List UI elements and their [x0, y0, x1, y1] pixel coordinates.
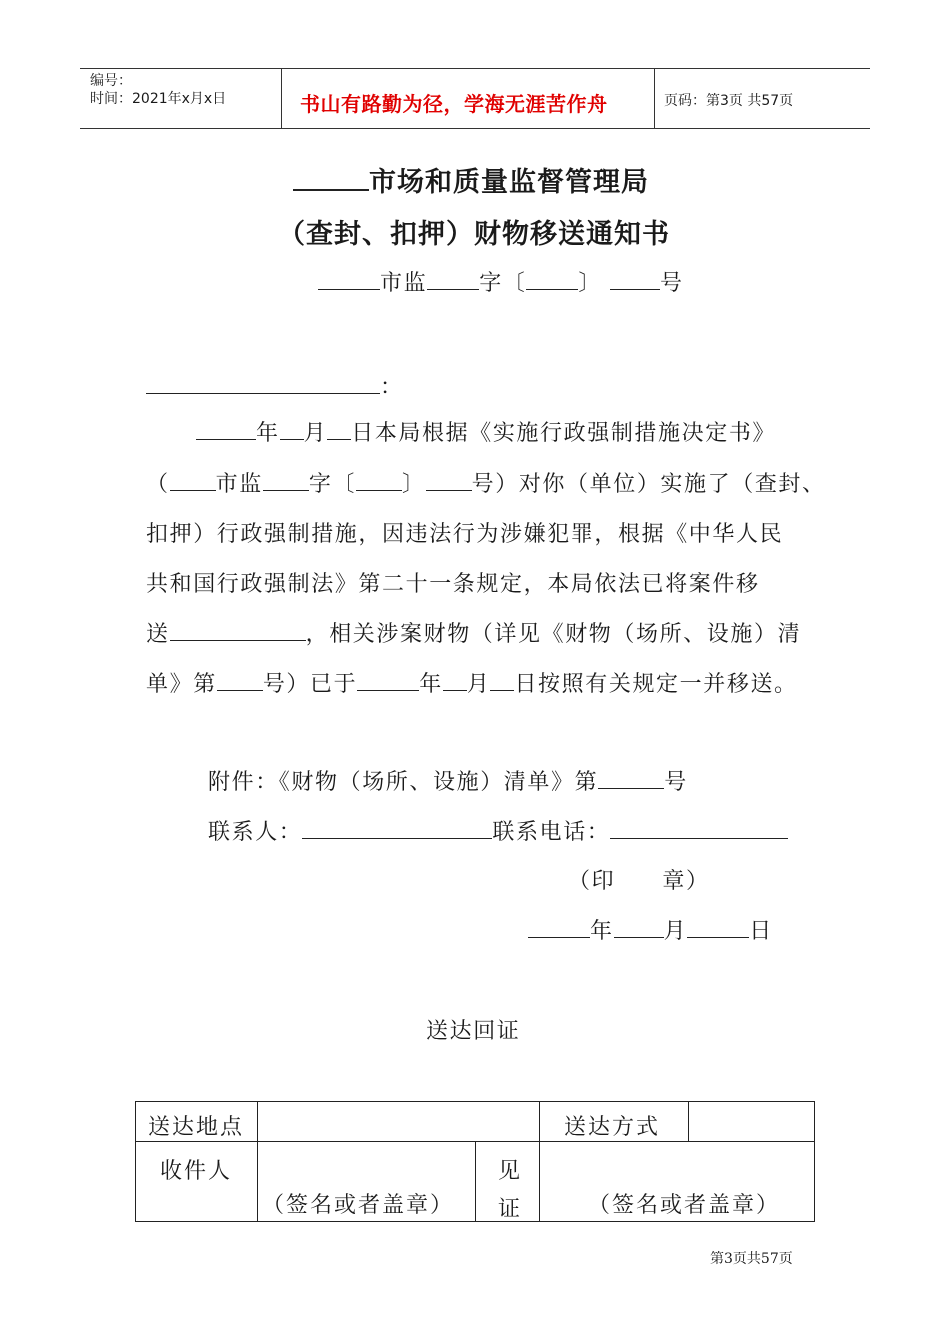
blank-line: [280, 419, 304, 440]
title-org: 市场和质量监督管理局: [369, 167, 649, 198]
time-label: 时间：2021年x月x日: [90, 91, 227, 107]
blank-line: [528, 917, 590, 938]
blank-line: [170, 470, 216, 491]
issue-date: 年 月 日: [528, 914, 773, 945]
table-column-divider: [688, 1102, 689, 1141]
table-column-divider: [257, 1102, 258, 1221]
paragraph-line: （ 市监 字〔 〕 号）对你（单位）实施了（查封、: [146, 472, 826, 497]
paragraph-line: 送 ，相关涉案财物（详见《财物（场所、设施）清: [146, 622, 802, 647]
contact-phone-field: [610, 818, 788, 839]
receipt-table: [135, 1101, 815, 1222]
contact-line: 联系人： 联系电话：: [208, 815, 788, 846]
page-footer: 第3页共57页: [710, 1251, 793, 1267]
page-title: [293, 160, 649, 199]
blank-line: [526, 269, 578, 290]
delivery-method-label: 送达方式: [564, 1115, 661, 1140]
blank-line: [263, 470, 309, 491]
header-bottom-rule: [80, 128, 870, 129]
blank-line: [293, 163, 369, 191]
blank-line: [327, 419, 351, 440]
table-column-divider: [475, 1141, 476, 1221]
blank-line: [598, 768, 664, 789]
receipt-title: 送达回证: [426, 1019, 521, 1044]
blank-line: [610, 269, 660, 290]
header-top-rule: [80, 68, 870, 69]
blank-line: [196, 419, 256, 440]
serial-label: 编号：: [90, 73, 132, 89]
header-divider: [281, 68, 282, 128]
blank-line: [146, 373, 380, 394]
page-label: 页码：第3页 共57页: [664, 93, 794, 109]
paragraph-line: 共和国行政强制法》第二十一条规定，本局依法已将案件移: [146, 572, 760, 597]
recipient-signature: （签名或者盖章）: [262, 1193, 455, 1218]
witness-label: 见: [498, 1159, 523, 1184]
paragraph-line: 年 月 日本局根据《实施行政强制措施决定书》: [196, 416, 776, 447]
witness-signature: （签名或者盖章）: [588, 1193, 781, 1218]
blank-line: [318, 269, 380, 290]
contact-person-field: [302, 818, 492, 839]
document-number: 市监 字〔 〕 号: [318, 266, 684, 297]
delivery-place-label: 送达地点: [148, 1115, 245, 1140]
header-divider: [654, 68, 655, 128]
blank-line: [427, 269, 479, 290]
addressee: ：: [146, 370, 404, 401]
recipient-label: 收件人: [160, 1159, 233, 1184]
blank-line: [356, 470, 402, 491]
blank-line: [357, 670, 419, 691]
seal-placeholder: （印 章）: [568, 869, 710, 894]
blank-line: [490, 670, 514, 691]
paragraph-line: 扣押）行政强制措施，因违法行为涉嫌犯罪，根据《中华人民: [146, 522, 784, 547]
blank-line: [614, 917, 664, 938]
blank-line: [426, 470, 472, 491]
attachment-line: 附件：《财物（场所、设施）清单》第 号: [208, 770, 688, 795]
table-column-divider: [539, 1102, 540, 1221]
page-subtitle: （查封、扣押）财物移送通知书: [278, 219, 670, 250]
paragraph-line: 单》第 号）已于 年 月 日按照有关规定一并移送。: [146, 672, 798, 697]
blank-line: [443, 670, 467, 691]
witness-label: 证: [498, 1197, 523, 1222]
blank-line: [217, 670, 263, 691]
blank-line: [687, 917, 749, 938]
motto: 书山有路勤为径，学海无涯苦作舟: [300, 92, 608, 116]
blank-line: [170, 620, 306, 641]
